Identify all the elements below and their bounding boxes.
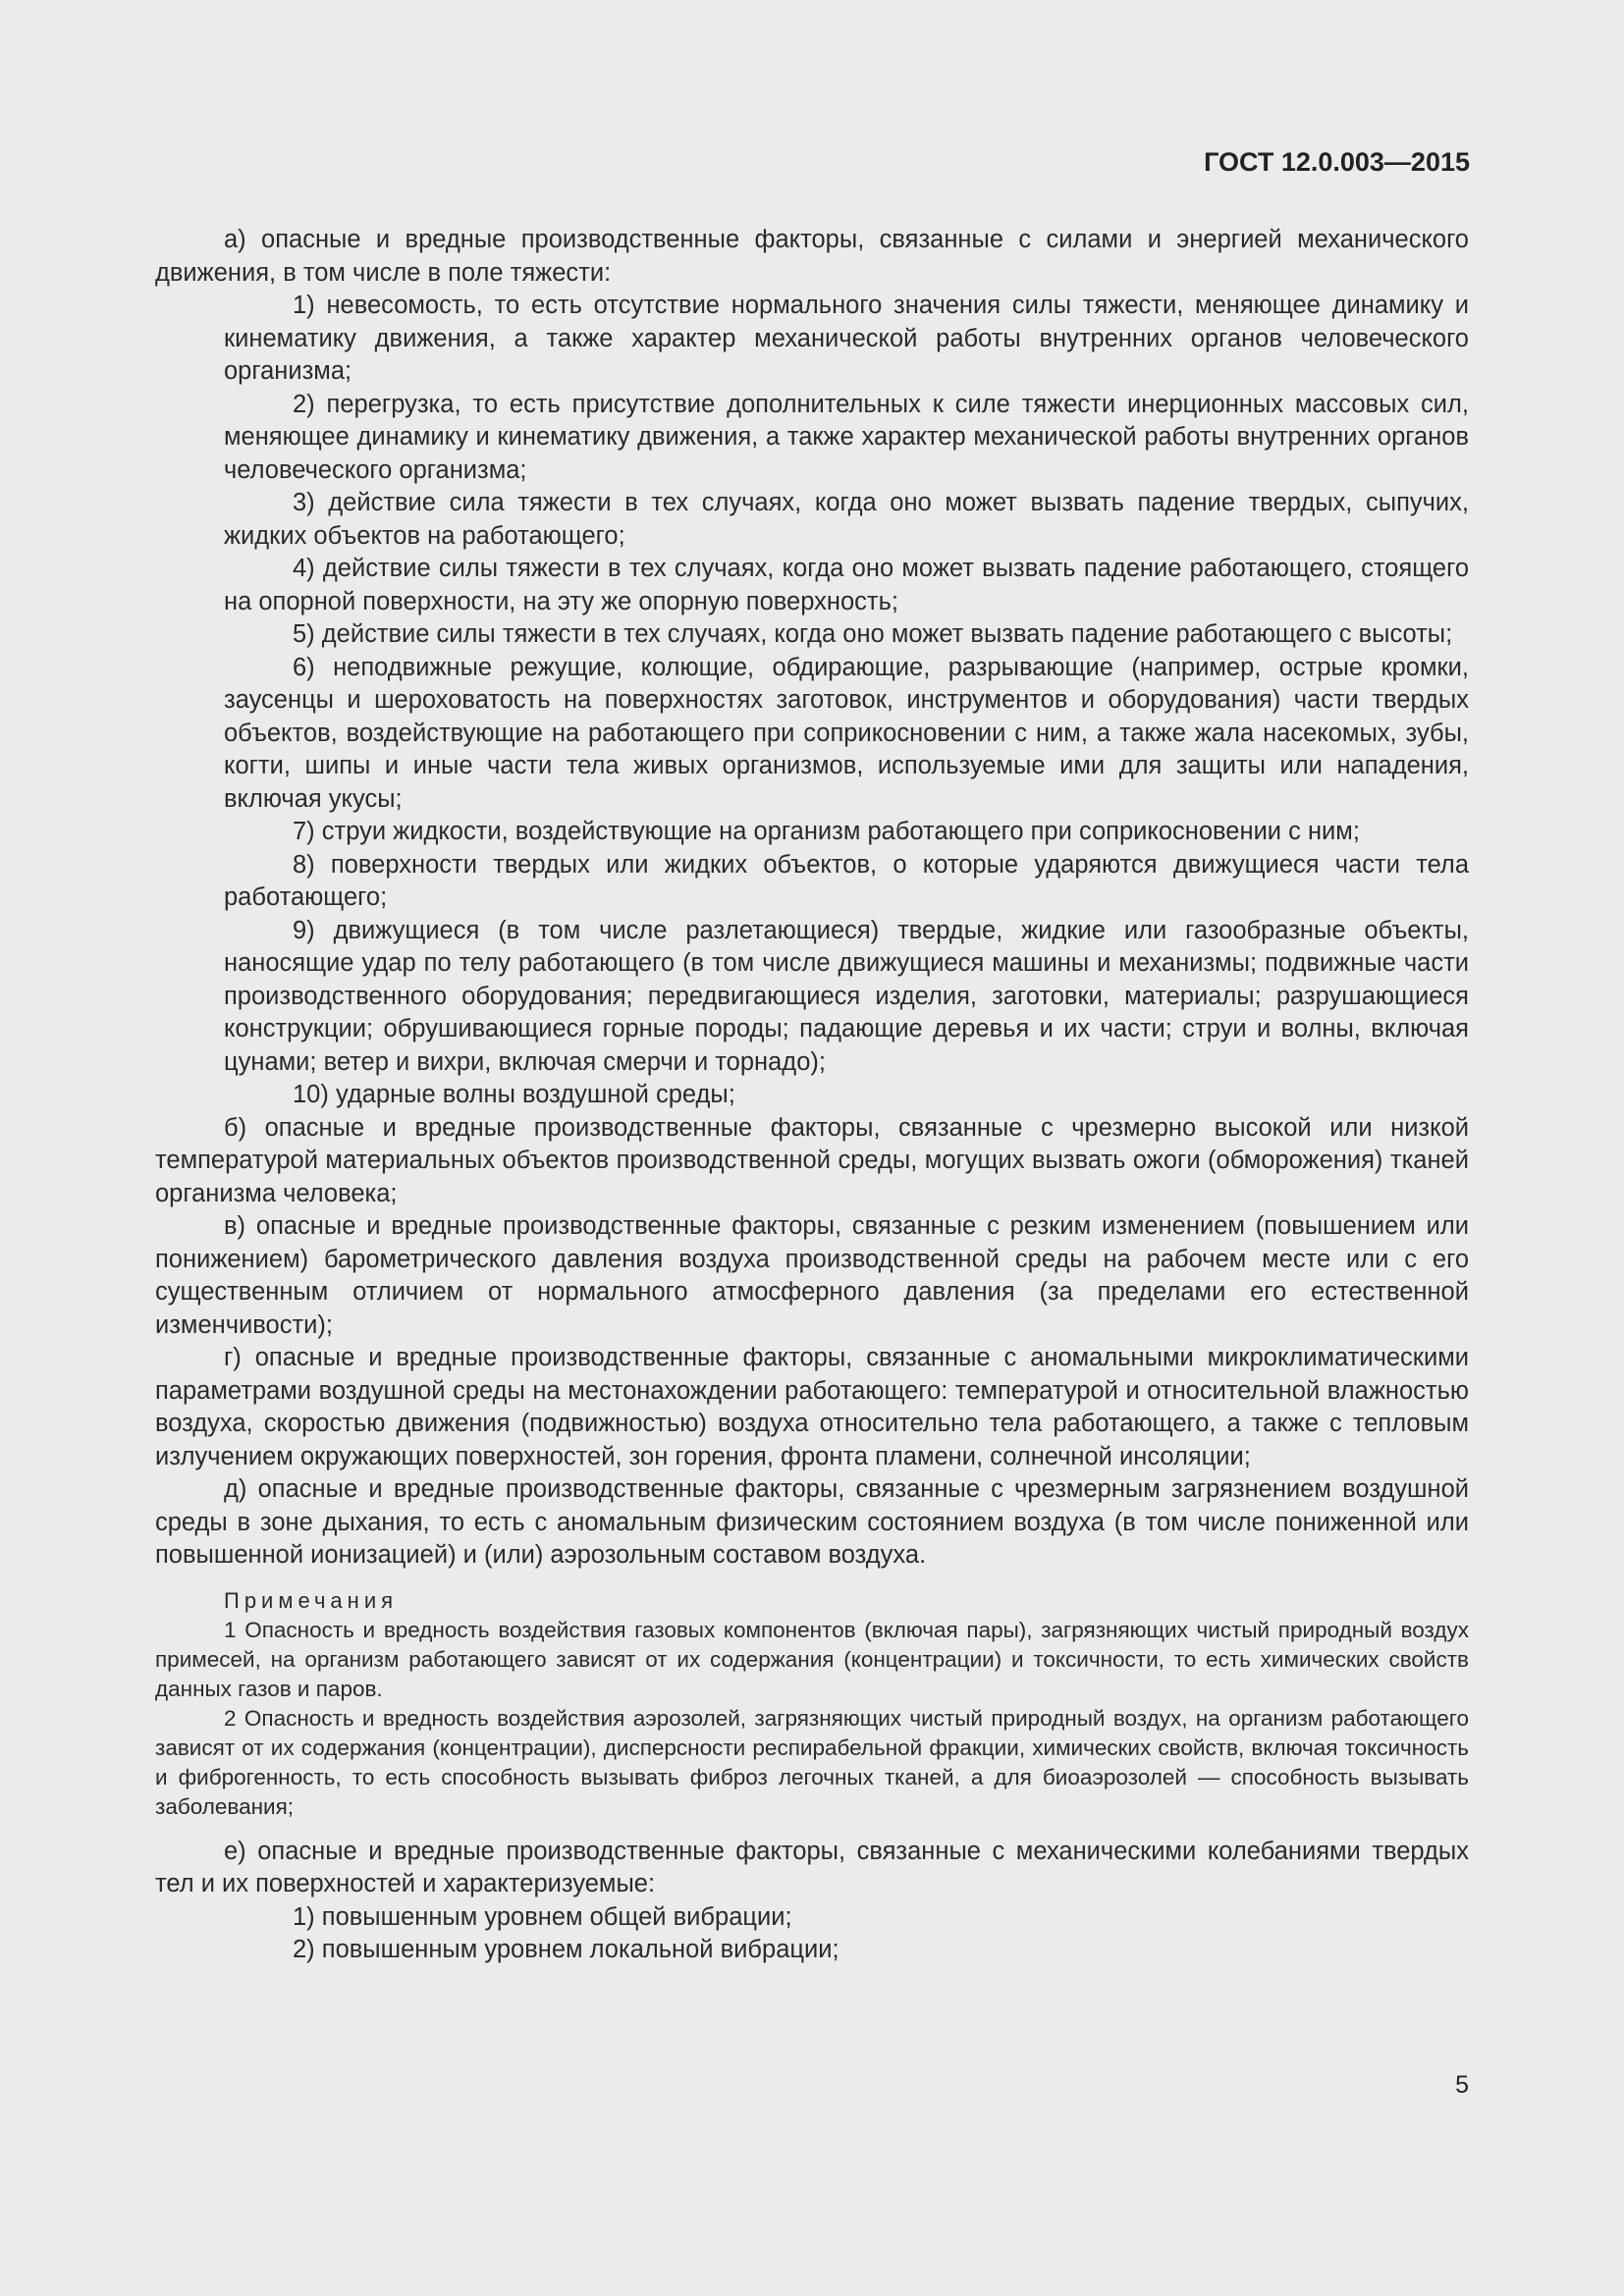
document-id-header: ГОСТ 12.0.003—2015 xyxy=(1204,147,1470,177)
list-item-a6: 6) неподвижные режущие, колющие, обдирающие, разрывающие (например, острые кромки, заусенцы и шероховатость на поверхностях заготовок, инструментов и оборудования) части твердых объектов, воздействующие на работающего при соприкосновении с ним, а также жала насекомых, зубы, когти, шипы и иные части тела живых организмов, используемые ими для защиты или нападения, включая укусы; xyxy=(224,653,1469,813)
note-2: 2 Опасность и вредность воздействия аэрозолей, загрязняющих чистый природный воздух, на организм работающего зависят от их содержания (концентрации), дисперсности респирабельной фракции, химических свойств, включая токсичность и фиброгенность, то есть способность вызывать фиброз легочных тканей, а для биоаэрозолей — способность вызывать заболевания; xyxy=(155,1705,1469,1819)
notes-block xyxy=(155,1586,1469,1822)
paragraph-a-intro: а) опасные и вредные производственные факторы, связанные с силами и энергией механического движения, в том числе в поле тяжести: xyxy=(155,226,1469,287)
list-item-a2: 2) перегрузка, то есть присутствие дополнительных к силе тяжести инерционных массовых сил, меняющее динамику и кинематику движения, а также характер механической работы внутренних органов человеческого организма; xyxy=(224,390,1469,484)
page-content xyxy=(155,224,1469,1967)
list-item-a1: 1) невесомость, то есть отсутствие нормального значения силы тяжести, меняющее динамику и кинематику движения, а также характер механической работы внутренних органов человеческого организма; xyxy=(224,292,1469,385)
paragraph-d: д) опасные и вредные производственные факторы, связанные с чрезмерным загрязнением воздушной среды в зоне дыхания, то есть с аномальным физическим состоянием воздуха (в том числе пониженной или повышенной ионизацией) и (или) аэрозольным составом воздуха. xyxy=(155,1475,1469,1569)
list-item-a5: 5) действие силы тяжести в тех случаях, когда оно может вызвать падение работающего с высоты; xyxy=(293,620,1453,648)
note-1: 1 Опасность и вредность воздействия газовых компонентов (включая пары), загрязняющих чистый природный воздух примесей, на организм работающего зависят от их содержания (концентрации) и токсичности, то есть химических свойств данных газов и паров. xyxy=(155,1617,1469,1701)
list-item-a7: 7) струи жидкости, воздействующие на организм работающего при соприкосновении с ним; xyxy=(293,818,1360,845)
paragraph-v: в) опасные и вредные производственные факторы, связанные с резким изменением (повышением или понижением) барометрического давления воздуха производственной среды на рабочем месте или с его существенным отличием от нормального атмосферного давления (за пределами его естественной изменчивости); xyxy=(155,1212,1469,1339)
list-item-e1: 1) повышенным уровнем общей вибрации; xyxy=(293,1902,792,1931)
paragraph-b: б) опасные и вредные производственные факторы, связанные с чрезмерно высокой или низкой температурой материальных объектов производственной среды, могущих вызвать ожоги (обморожения) тканей организма человека; xyxy=(155,1113,1469,1207)
paragraph-e-intro: е) опасные и вредные производственные факторы, связанные с механическими колебаниями твердых тел и их поверхностей и характеризуемые: xyxy=(155,1837,1469,1897)
notes-title: Примечания xyxy=(224,1587,399,1613)
list-item-a8: 8) поверхности твердых или жидких объектов, о которые ударяются движущиеся части тела работающего; xyxy=(224,850,1469,911)
paragraph-g: г) опасные и вредные производственные факторы, связанные с аномальными микроклиматическими параметрами воздушной среды на местонахождении работающего: температурой и относительной влажностью воздуха, скоростью движения (подвижностью) воздуха относительно тела работающего, а также с тепловым излучением окружающих поверхностей, зон горения, фронта пламени, солнечной инсоляции; xyxy=(155,1344,1469,1470)
list-item-e2: 2) повышенным уровнем локальной вибрации; xyxy=(293,1936,839,1963)
page-number: 5 xyxy=(1455,2071,1469,2099)
list-item-a9: 9) движущиеся (в том числе разлетающиеся) твердые, жидкие или газообразные объекты, наносящие удар по телу работающего (в том числе движущиеся машины и механизмы; подвижные части производственного оборудования; передвигающиеся изделия, заготовки, материалы; разрушающиеся конструкции; обрушивающиеся горные породы; падающие деревья и их части; струи и волны, включая цунами; ветер и вихри, включая смерчи и торнадо); xyxy=(224,916,1469,1076)
list-item-a10: 10) ударные волны воздушной среды; xyxy=(293,1081,735,1108)
list-item-a3: 3) действие сила тяжести в тех случаях, когда оно может вызвать падение твердых, сыпучих, жидких объектов на работающего; xyxy=(224,489,1469,550)
list-item-a4: 4) действие силы тяжести в тех случаях, когда оно может вызвать падение работающего, стоящего на опорной поверхности, на эту же опорную поверхность; xyxy=(224,555,1469,615)
